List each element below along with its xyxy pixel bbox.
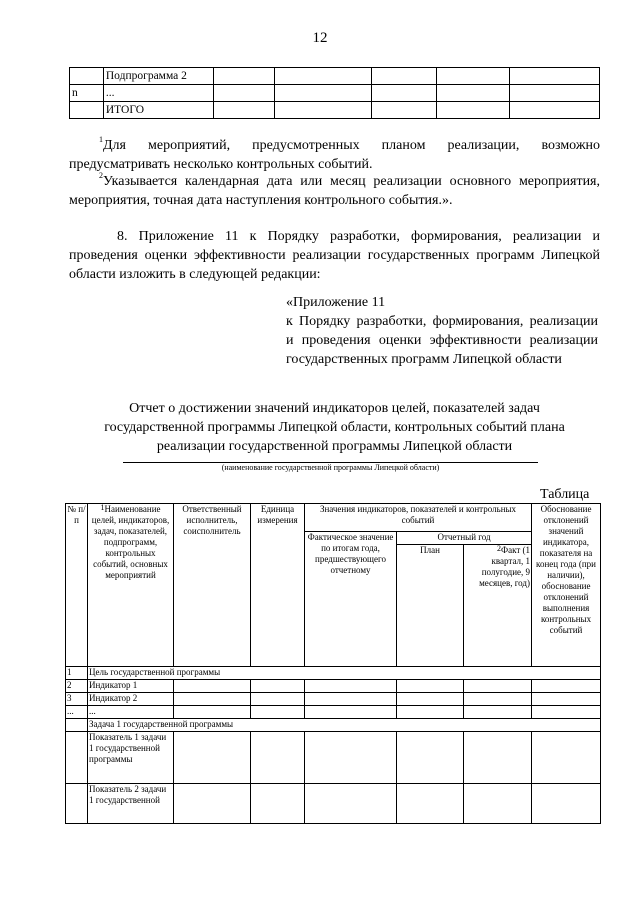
program-name-caption: (наименование государственной программы Липецкой области): [221, 463, 440, 472]
table-row: n ...: [70, 85, 600, 102]
header-justification: Обоснование отклонений значений индикатора, показателя на конец года (при наличии), обоснование отклонений выполнения контрольных событий: [532, 504, 601, 667]
item-8-paragraph: 8. Приложение 11 к Порядку разработки, формирования, реализации и проведения оценки эффективности реализации государственных программ Липецкой области изложить в следующей редакции:: [69, 229, 600, 282]
table-row: 3 Индикатор 2: [66, 693, 601, 706]
header-num: № п/п: [66, 504, 88, 667]
subprogram-2-label: Подпрограмма 2: [103, 68, 213, 85]
table-row: [70, 68, 600, 85]
table-row: Показатель 1 задачи 1 государственной программы: [66, 732, 601, 784]
table-row: ... ...: [66, 706, 601, 719]
table-caption: Таблица: [540, 487, 590, 502]
header-plan: План: [397, 545, 464, 667]
report-table: [65, 503, 601, 824]
table-row: Показатель 2 задачи 1 государственной: [66, 784, 601, 824]
table-row: [70, 102, 600, 119]
table-row: 2 Индикатор 1: [66, 680, 601, 693]
header-report-year: Отчетный год: [397, 532, 532, 545]
table-row: [66, 719, 601, 732]
header-responsible: Ответственный исполнитель, соисполнитель: [174, 504, 251, 667]
header-actual-prev: Фактическое значение по итогам года, предшествующего отчетному: [305, 532, 397, 667]
annex-heading: «Приложение 11 к Порядку разработки, формирования, реализации и проведения оценки эффективности реализации государственных программ Липецкой области: [286, 295, 598, 367]
footnote-1: $^1$Для мероприятий, предусмотренных планом реализации, возможно предусматривать несколько контрольных событий.: [69, 135, 600, 172]
table-row: 1 Цель государственной программы: [66, 667, 601, 680]
header-unit: Единица измерения: [251, 504, 305, 667]
page-number: 12: [312, 30, 328, 46]
header-fact: $^2$Факт (1 квартал, 1 полугодие, 9 месяцев, год): [464, 545, 532, 667]
task-label: Задача 1 государственной программы: [88, 719, 601, 732]
report-title: Отчет о достижении значений индикаторов целей, показателей задач государственной программы Липецкой области, контрольных событий плана реализации государственной программы Липецкой области: [104, 401, 565, 454]
footnote-2: $^2$Указывается календарная дата или месяц реализации основного мероприятия, мероприятия, точная дата наступления контрольного события.».: [69, 171, 600, 208]
goal-label: Цель государственной программы: [88, 667, 601, 680]
header-name: $^1$Наименование целей, индикаторов, задач, показателей, подпрограмм, контрольных событий, основных мероприятий: [88, 504, 174, 667]
total-label: ИТОГО: [103, 102, 213, 119]
header-values: Значения индикаторов, показателей и контрольных событий: [305, 504, 532, 532]
top-table: [69, 67, 600, 119]
